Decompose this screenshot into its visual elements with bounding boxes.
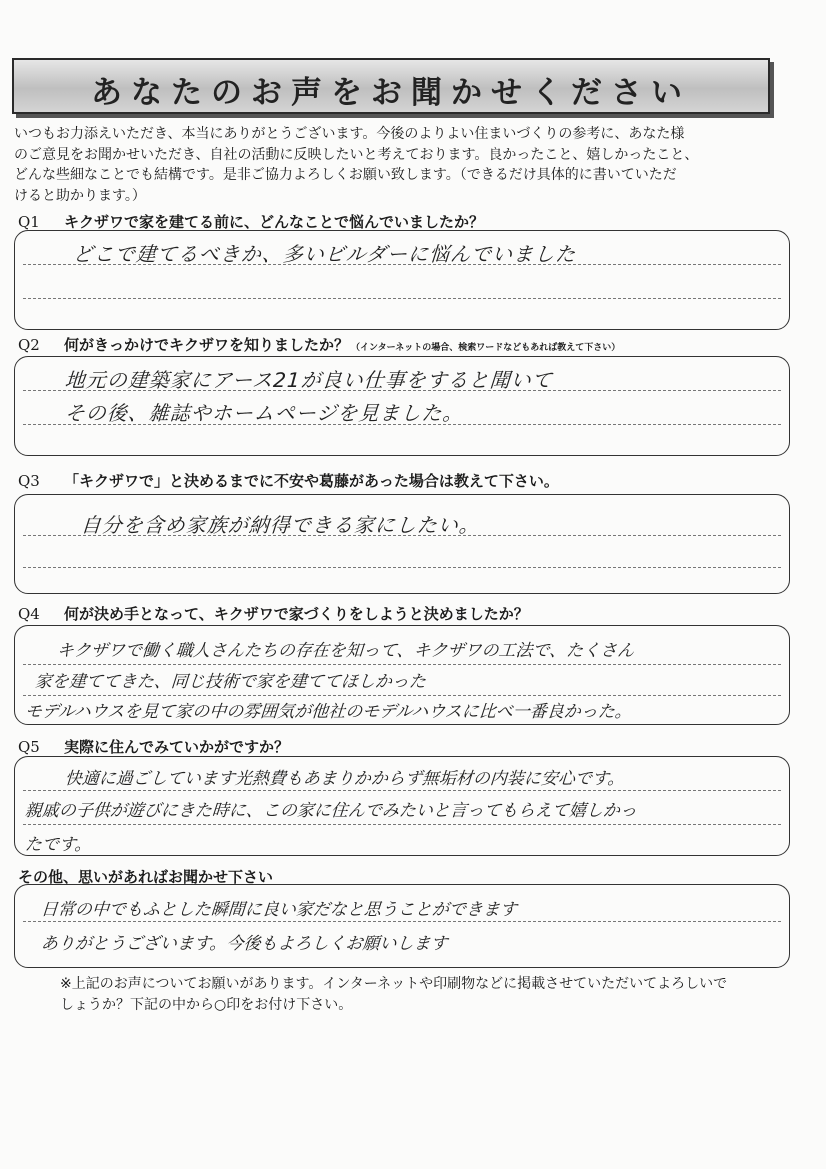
question-number: Q3 [18,472,40,490]
answer-box-q3 [14,494,790,594]
question-text: 何が決め手となって、キクザワで家づくりをしようと決めましたか？ [64,605,529,623]
answer-rule [23,921,781,922]
question-text: 「キクザワで」と決めるまでに不安や葛藤があった場合は教えて下さい。 [64,472,559,490]
answer-line: キクザワで働く職人さんたちの存在を知って、キクザワの工法で、たくさん [56,641,635,661]
answer-box-q5 [14,756,790,856]
question-number: Q4 [18,605,40,623]
answer-line: 地元の建築家にアース21が良い仕事をすると聞いて [64,368,554,392]
question-number: Q1 [18,213,40,231]
answer-box-q4 [14,625,790,725]
answer-line: モデルハウスを見て家の中の雰囲気が他社のモデルハウスに比べ一番良かった。 [24,702,633,722]
page-title: あなたのお声をお聞かせください [91,75,691,111]
footnote-line: ※上記のお声についてお願いがあります。インターネットや印刷物などに掲載させていただいてよろしいで [60,976,728,992]
answer-line: ありがとうございます。今後もよろしくお願いします [40,934,449,954]
title-banner [12,58,770,114]
intro-line: けると助かります。） [14,187,146,204]
question-number: Q2 [18,336,40,354]
question-text: 実際に住んでみていかがですか？ [64,738,290,756]
answer-box-q2 [14,356,790,456]
question-note: （インターネットの場合、検索ワードなどもあれば教えて下さい） [351,343,621,353]
answer-line: 自分を含め家族が納得できる家にしたい。 [80,513,481,537]
footnote [60,974,790,1016]
answer-line: その後、雑誌やホームページを見ました。 [64,401,465,425]
answer-rule [23,567,781,568]
answer-line: どこで建てるべきか、多いビルダーに悩んでいました [72,242,577,266]
question-number: Q5 [18,738,40,756]
answer-rule [23,824,781,825]
answer-line: 快適に過ごしています光熱費もあまりかからず無垢材の内装に安心です。 [64,769,626,789]
answer-rule [23,664,781,665]
question-text: 何がきっかけでキクザワを知りましたか？ [64,336,350,354]
intro-line: いつもお力添えいただき、本当にありがとうございます。今後のよりよい住まいづくりの参考に、あなた様 [14,126,685,142]
intro-text [14,124,784,206]
question-2-heading [18,334,620,355]
answer-line: 家を建ててきた、同じ技術で家を建ててほしかった [34,672,427,692]
question-1-heading [18,211,484,232]
answer-line: 日常の中でもふとした瞬間に良い家だなと思うことができます [40,900,518,920]
intro-line: どんな些細なことでも結構です。是非ご協力よろしくお願い致します。（できるだけ具体的に書いていただ [14,167,677,183]
answer-box-other [14,884,790,968]
answer-rule [23,298,781,299]
answer-line: たです。 [24,835,93,855]
question-text: その他、思いがあればお聞かせ下さい [18,868,274,886]
answer-box-q1 [14,230,790,330]
answer-line: 親戚の子供が遊びにきた時に、この家に住んでみたいと言ってもらえて嬉しかっ [24,801,638,821]
answer-rule [23,695,781,696]
question-5-heading [18,736,289,757]
intro-line: のご意見をお聞かせいただき、自社の活動に反映したいと考えております。良かったこと、嬉しかったこと、 [14,146,699,163]
footnote-line: しょうか？下記の中から○印をお付け下さい。 [60,997,353,1013]
question-text: キクザワで家を建てる前に、どんなことで悩んでいましたか？ [64,213,485,231]
question-3-heading [18,470,559,491]
question-4-heading [18,603,529,624]
answer-rule [23,790,781,791]
